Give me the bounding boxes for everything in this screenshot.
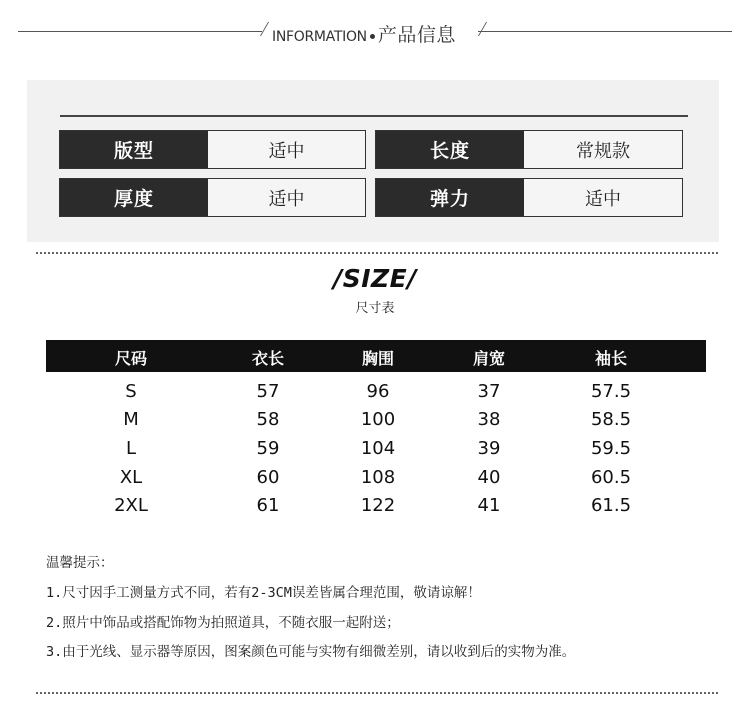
table-cell: 57	[256, 381, 280, 402]
attribute-label: 弹力	[376, 179, 524, 216]
table-cell: 2XL	[114, 495, 148, 516]
table-cell: 122	[360, 495, 396, 516]
attribute-cell-fit	[59, 130, 366, 169]
column-header-sleeve: 袖长	[594, 349, 627, 368]
table-cell: 37	[477, 381, 501, 402]
table-cell: 96	[366, 381, 390, 402]
table-cell: 61.5	[590, 495, 632, 516]
table-cell: 58.5	[590, 409, 632, 430]
table-cell: 38	[477, 409, 501, 430]
table-cell: 57.5	[590, 381, 632, 402]
table-cell: 58	[256, 409, 280, 430]
table-cell: 61	[256, 495, 280, 516]
header-slash-right	[478, 22, 487, 36]
column-header-chest: 胸围	[361, 349, 394, 368]
table-cell: 104	[360, 438, 396, 459]
table-cell: 59	[256, 438, 280, 459]
dotted-divider-bottom	[36, 692, 718, 694]
header-slash-left	[260, 22, 269, 36]
note-item: 2.照片中饰品或搭配饰物为拍照道具，不随衣服一起附送；	[46, 615, 400, 631]
attribute-cell-elasticity	[375, 178, 683, 217]
info-panel-rule	[60, 115, 688, 117]
attribute-label: 长度	[376, 131, 524, 168]
table-cell: L	[125, 438, 137, 459]
header-info-label: INFORMATION	[272, 29, 367, 45]
attribute-value: 适中	[208, 179, 365, 216]
table-cell: 60	[256, 467, 280, 488]
table-cell: M	[123, 409, 139, 430]
attribute-cell-thickness	[59, 178, 366, 217]
section-header-information	[272, 20, 456, 47]
attribute-value: 适中	[208, 131, 365, 168]
table-cell: 60.5	[590, 467, 632, 488]
column-header-length: 衣长	[251, 349, 284, 368]
column-header-size: 尺码	[114, 349, 147, 368]
table-cell: 100	[360, 409, 396, 430]
table-cell: 40	[477, 467, 501, 488]
note-item: 1.尺寸因手工测量方式不同，若有2-3CM误差皆属合理范围，敬请谅解！	[46, 585, 481, 601]
table-cell: 41	[477, 495, 501, 516]
attribute-value: 常规款	[524, 131, 682, 168]
table-cell: 108	[360, 467, 396, 488]
column-header-shoulder: 肩宽	[472, 349, 505, 368]
dotted-divider-top	[36, 252, 718, 254]
table-cell: XL	[119, 467, 143, 488]
attribute-label: 版型	[60, 131, 208, 168]
header-dot-icon	[370, 34, 375, 39]
note-item: 3.由于光线、显示器等原因，图案颜色可能与实物有细微差别，请以收到后的实物为准。	[46, 644, 576, 660]
attribute-label: 厚度	[60, 179, 208, 216]
attribute-value: 适中	[524, 179, 682, 216]
header-title-cn: 产品信息	[377, 24, 456, 46]
size-section-subtitle: 尺寸表	[355, 301, 395, 316]
size-section-title: /SIZE/	[333, 264, 417, 293]
header-line-right	[478, 31, 732, 32]
table-cell: 39	[477, 438, 501, 459]
attribute-cell-length	[375, 130, 683, 169]
notes-heading: 温馨提示：	[46, 555, 114, 571]
table-cell: 59.5	[590, 438, 632, 459]
header-line-left	[18, 31, 262, 32]
table-cell: S	[125, 381, 137, 402]
